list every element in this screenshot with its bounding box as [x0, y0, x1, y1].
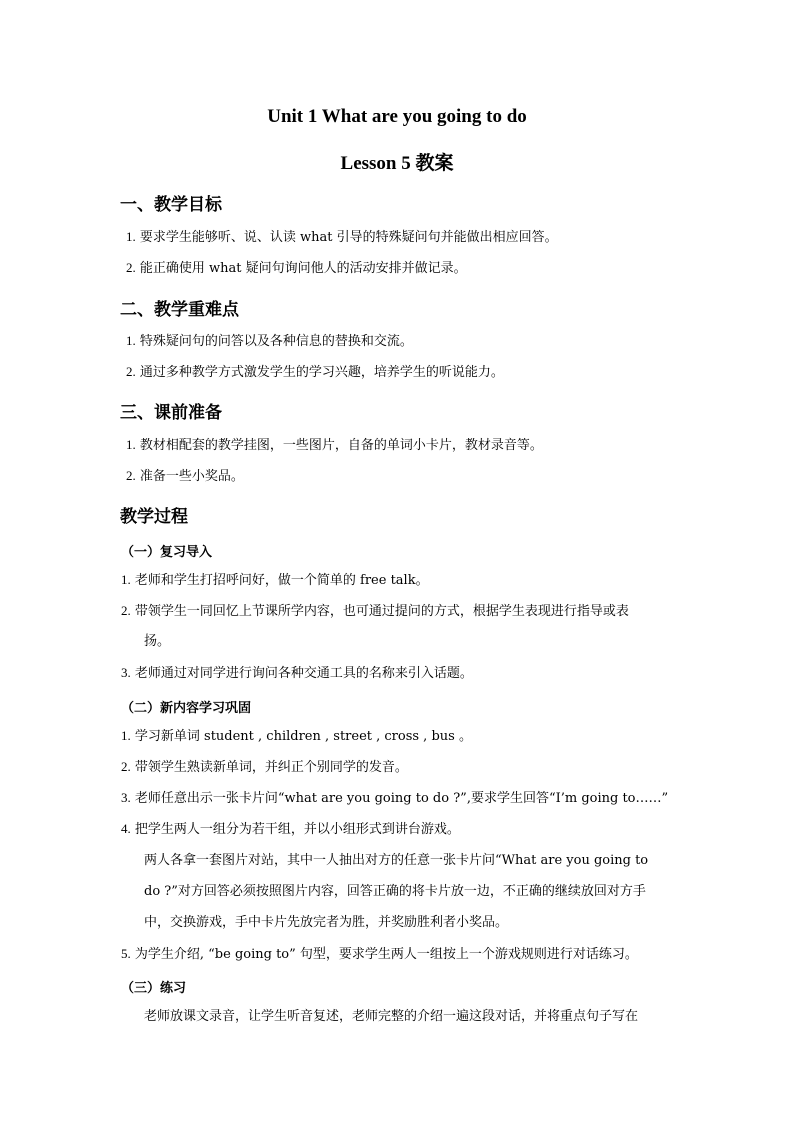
list-item-continuation	[144, 915, 508, 931]
list-text: 教材相配套的教学挂图，一些图片，自备的单词小卡片，教材录音等。	[139, 438, 543, 453]
list-number: 1.	[121, 572, 131, 587]
list-text: 老师和学生打招呼问好，做一个简单的 free talk。	[134, 573, 429, 588]
list-item	[121, 759, 408, 776]
list-item	[121, 946, 638, 963]
list-item	[121, 603, 629, 620]
list-number: 2.	[121, 759, 131, 774]
list-text: 带领学生一同回忆上节课所学内容，也可通过提问的方式，根据学生表现进行指导或表	[134, 604, 629, 619]
list-text: do ?”对方回答必须按照图片内容，回答正确的将卡片放一边，不正确的继续放回对方手	[144, 884, 646, 899]
list-text: 中，交换游戏，手中卡片先放完者为胜，并奖励胜利者小奖品。	[144, 915, 509, 930]
list-text: 为学生介绍, “be going to” 句型，要求学生两人一组按上一个游戏规则进行对话练习。	[134, 947, 638, 962]
list-item-continuation	[144, 884, 646, 900]
section-heading-process: 教学过程	[120, 507, 188, 527]
list-number: 1.	[126, 333, 136, 348]
list-number: 1.	[121, 728, 131, 743]
paragraph-line	[144, 1009, 638, 1025]
list-item	[121, 728, 472, 745]
list-item	[121, 665, 473, 682]
subsection-heading-review: （一）复习导入	[121, 545, 213, 560]
list-number: 5.	[121, 946, 131, 961]
list-text: 通过多种教学方式激发学生的学习兴趣，培养学生的听说能力。	[139, 365, 504, 380]
section-heading-preparation: 三、课前准备	[120, 403, 222, 423]
list-item	[121, 790, 668, 807]
list-item	[126, 364, 504, 381]
list-text: 老师任意出示一张卡片问“what are you going to do ?”,要求学生回答“I’m going to……”	[134, 791, 669, 806]
paragraph-text: 老师放课文录音，让学生听音复述，老师完整的介绍一遍这段对话，并将重点句子写在	[144, 1009, 639, 1024]
list-item	[126, 333, 413, 350]
list-text: 带领学生熟读新单词，并纠正个别同学的发音。	[134, 760, 408, 775]
list-item-continuation	[144, 853, 648, 869]
list-text: 学习新单词 student , children , street , cross , bus 。	[134, 729, 472, 744]
list-text: 两人各拿一套图片对站，其中一人抽出对方的任意一张卡片问“What are you going to	[144, 853, 649, 868]
list-number: 4.	[121, 821, 131, 836]
list-item	[121, 821, 460, 838]
list-text: 特殊疑问句的问答以及各种信息的替换和交流。	[139, 334, 413, 349]
list-item	[121, 572, 429, 589]
list-number: 3.	[121, 665, 131, 680]
list-number: 2.	[126, 364, 136, 379]
list-text: 把学生两人一组分为若干组，并以小组形式到讲台游戏。	[134, 822, 460, 837]
list-item	[126, 437, 543, 454]
list-text: 老师通过对同学进行询问各种交通工具的名称来引入话题。	[134, 666, 473, 681]
list-text: 要求学生能够听、说、认读 what 引导的特殊疑问句并能做出相应回答。	[139, 230, 558, 245]
list-number: 2.	[126, 260, 136, 275]
list-item	[126, 229, 558, 246]
list-number: 1.	[126, 229, 136, 244]
list-text: 扬。	[144, 634, 171, 649]
list-item-continuation	[144, 634, 170, 650]
document-title: Unit 1 What are you going to do	[267, 106, 527, 127]
list-number: 2.	[126, 468, 136, 483]
section-heading-objectives: 一、教学目标	[120, 195, 222, 215]
list-text: 准备一些小奖品。	[139, 469, 244, 484]
list-number: 1.	[126, 437, 136, 452]
list-item	[126, 260, 467, 277]
list-number: 3.	[121, 790, 131, 805]
subsection-heading-practice: （三）练习	[121, 981, 187, 996]
section-heading-key-points: 二、教学重难点	[120, 300, 239, 320]
subsection-heading-new-content: （二）新内容学习巩固	[121, 701, 252, 716]
list-text: 能正确使用 what 疑问句询问他人的活动安排并做记录。	[139, 261, 467, 276]
list-number: 2.	[121, 603, 131, 618]
document-subtitle: Lesson 5 教案	[340, 153, 454, 174]
list-item	[126, 468, 244, 485]
